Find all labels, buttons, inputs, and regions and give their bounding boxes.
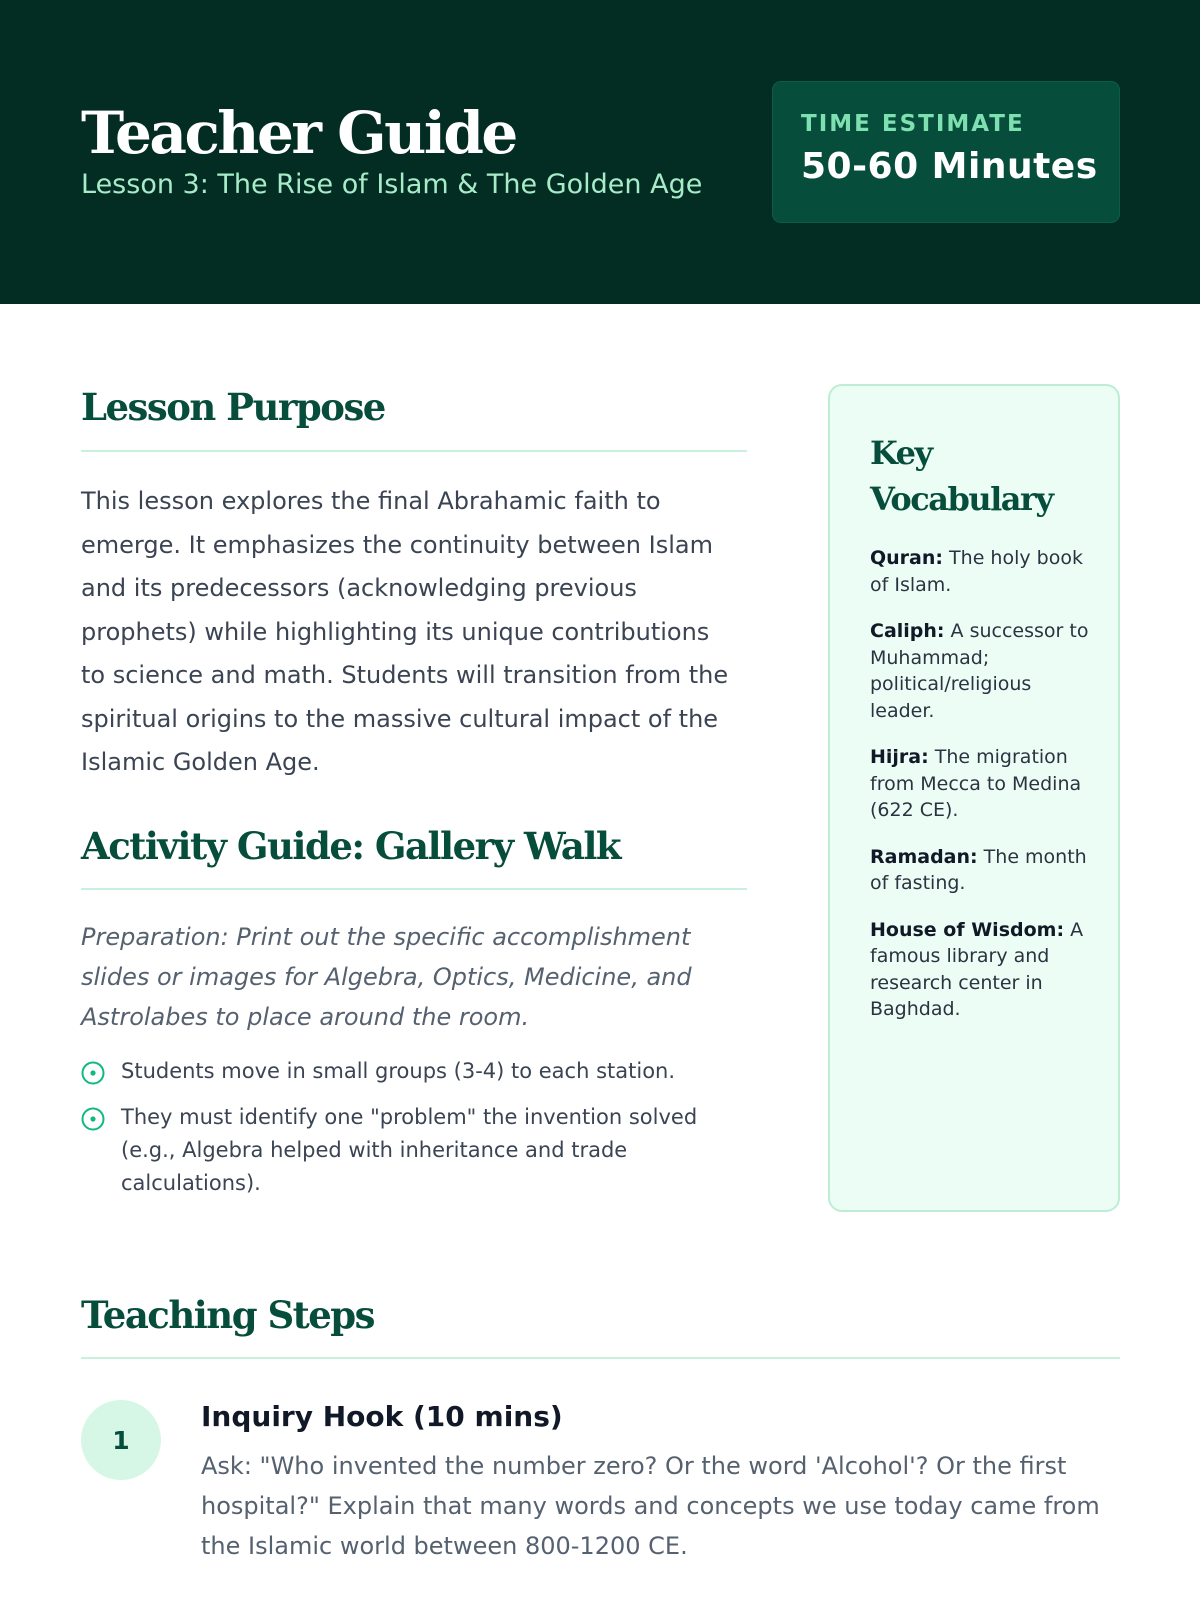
vocabulary-term: Quran: bbox=[870, 547, 943, 569]
bullet-text: Students move in small groups (3-4) to each station. bbox=[121, 1059, 676, 1083]
vocabulary-item bbox=[870, 844, 1092, 897]
step-number-badge: 1 bbox=[81, 1400, 161, 1480]
circle-dot-icon bbox=[81, 1061, 105, 1085]
list-item bbox=[81, 1101, 741, 1200]
vocabulary-item bbox=[870, 545, 1092, 598]
vocabulary-definition: The holy book of Islam. bbox=[870, 547, 1083, 596]
vocabulary-definition: The month of fasting. bbox=[870, 845, 1087, 894]
vocabulary-term: House of Wisdom: bbox=[870, 918, 1065, 941]
lesson-purpose-heading: Lesson Purpose bbox=[81, 385, 385, 429]
lesson-purpose-text: This lesson explores the final Abrahamic faith to emerge. It emphasizes the continuity between Islam and its predecessors (acknowledging previous prophets) while highlighting its unique contributions to science and math. Students will transition from the spiritual origins to the massive cultural impact of the Islamic Golden Age. bbox=[81, 487, 729, 776]
teaching-steps-heading: Teaching Steps bbox=[81, 1293, 374, 1337]
activity-bullet-list bbox=[81, 1055, 741, 1213]
lesson-subtitle: Lesson 3: The Rise of Islam & The Golden Age bbox=[81, 169, 703, 200]
list-item bbox=[81, 1055, 741, 1088]
key-vocabulary-panel bbox=[828, 384, 1120, 1212]
activity-guide-divider bbox=[81, 888, 747, 890]
teaching-steps-divider bbox=[81, 1357, 1120, 1359]
vocabulary-list bbox=[870, 545, 1092, 1043]
activity-preparation-text: Preparation: Print out the specific accomplishment slides or images for Algebra, Optics, Medicine, and Astrolabes to place around the room. bbox=[81, 923, 692, 1031]
page-header bbox=[0, 0, 1200, 304]
activity-guide-heading: Activity Guide: Gallery Walk bbox=[81, 824, 621, 868]
bullet-text: They must identify one "problem" the invention solved (e.g., Algebra helped with inheritance and trade calculations). bbox=[121, 1105, 698, 1195]
page-title: Teacher Guide bbox=[81, 99, 516, 167]
vocabulary-item bbox=[870, 917, 1092, 1023]
time-estimate-box bbox=[772, 81, 1120, 223]
vocabulary-term: Ramadan: bbox=[870, 845, 978, 868]
vocabulary-definition: A successor to Muhammad; political/religious leader. bbox=[870, 620, 1089, 722]
circle-dot-icon bbox=[81, 1107, 105, 1131]
vocabulary-item bbox=[870, 744, 1092, 824]
vocabulary-item bbox=[870, 618, 1092, 724]
vocabulary-definition: A famous library and research center in Baghdad. bbox=[870, 918, 1084, 1020]
vocabulary-term: Caliph: bbox=[870, 620, 945, 642]
time-estimate-label: TIME ESTIMATE bbox=[801, 111, 1025, 137]
step-title: Inquiry Hook (10 mins) bbox=[201, 1400, 563, 1433]
step-description: Ask: "Who invented the number zero? Or the word 'Alcohol'? Or the first hospital?" Explain that many words and concepts we use today came from the Islamic world between 800-1200 CE. bbox=[201, 1452, 1100, 1560]
vocabulary-term: Hijra: bbox=[870, 746, 929, 768]
vocabulary-definition: The migration from Mecca to Medina (622 CE). bbox=[870, 746, 1082, 821]
time-estimate-value: 50-60 Minutes bbox=[801, 146, 1098, 187]
key-vocabulary-heading: Key Vocabulary bbox=[870, 434, 1053, 518]
lesson-purpose-divider bbox=[81, 450, 747, 452]
